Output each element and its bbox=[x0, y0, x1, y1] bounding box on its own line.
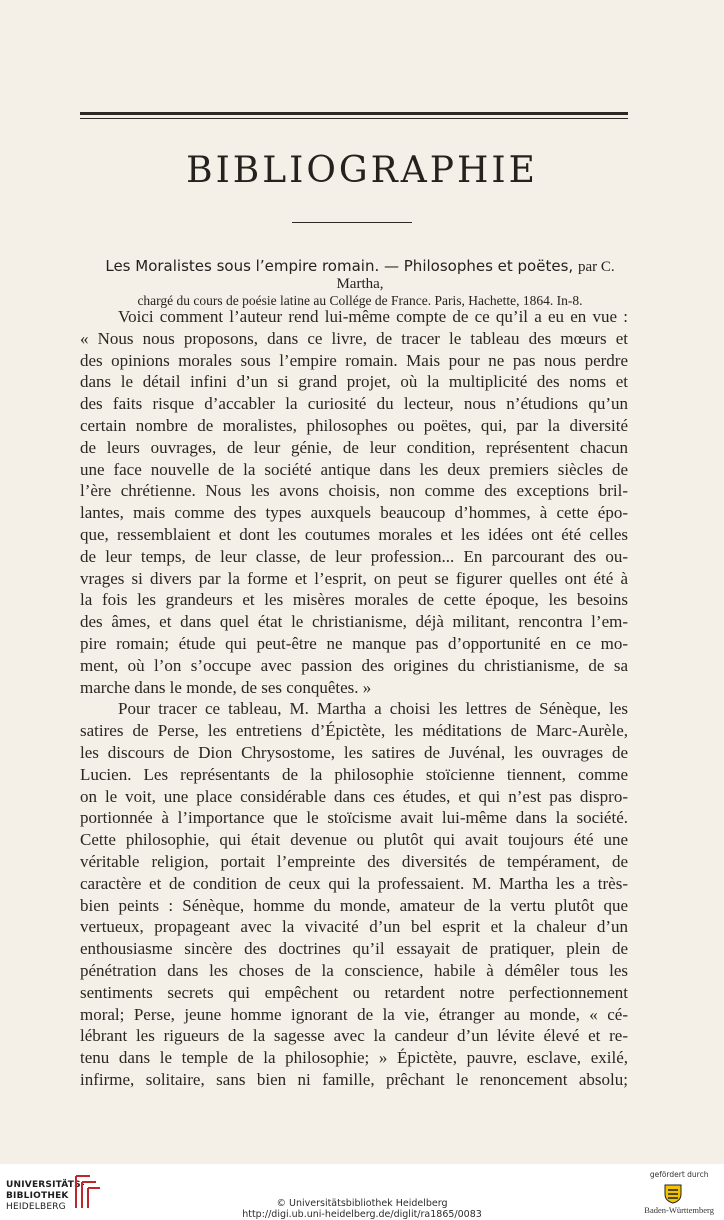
citation-title: Les Moralistes sous l’empire romain. — Philosophes et poëtes, bbox=[105, 257, 574, 275]
body-line: ment, où l’on s’occupe avec passion des origines du christianisme, de sa bbox=[80, 655, 628, 675]
body-line: des faits risque d’accabler la curiosité du lecteur, nous n’étudions qu’un bbox=[80, 394, 628, 414]
body-line: on le voit, une place considérable dans ces études, et qui n’est pas dispro- bbox=[80, 786, 628, 806]
body-line: satires de Perse, les entretiens d’Épictète, les méditations de Marc-Aurèle, bbox=[80, 721, 628, 741]
review-body bbox=[80, 306, 628, 1091]
body-line: Cette philosophie, qui était devenue ou plutôt qui avait toujours été une bbox=[80, 830, 628, 850]
body-line: véritable religion, portait l’empreinte des diversités de tempérament, de bbox=[80, 851, 628, 871]
funded-by-label: gefördert durch bbox=[649, 1170, 709, 1179]
body-line: certain nombre de moralistes, philosophes ou poëtes, qui, par la diversité bbox=[80, 415, 628, 435]
body-line: pire romain; étude qui peut-être ne manque pas d’opportunité en ce mo- bbox=[80, 633, 628, 653]
funder-name: Baden-Württemberg bbox=[644, 1205, 714, 1215]
page-heading: BIBLIOGRAPHIE bbox=[186, 150, 538, 191]
citation-author: par C. Martha, bbox=[336, 259, 615, 292]
body-line: marche dans le monde, de ses conquêtes. » bbox=[80, 677, 372, 697]
heading-divider bbox=[292, 222, 412, 223]
library-name-line2: BIBLIOTHEK bbox=[6, 1191, 69, 1201]
body-line: bien peints : Sénèque, homme du monde, amateur de la vertu plutôt que bbox=[80, 895, 628, 915]
body-line: infirme, solitaire, sans bien ni famille, prêchant le renoncement absolu; bbox=[80, 1069, 628, 1089]
library-name-line3: HEIDELBERG bbox=[6, 1202, 66, 1212]
body-line: tenu dans le temple de la philosophie; » Épictète, pauvre, esclave, exilé, bbox=[80, 1048, 628, 1068]
state-crest-icon bbox=[662, 1182, 684, 1204]
body-line: sentiments secrets qui empêchent ou retardent notre perfectionnement bbox=[80, 982, 628, 1002]
body-line: des âmes, et dans quel état le christianisme, déjà militant, rencontra l’em- bbox=[80, 612, 628, 632]
body-line: portionnée à l’importance que le stoïcisme avait lui-même dans la société. bbox=[80, 808, 628, 828]
citation-details: chargé du cours de poésie latine au Collége de France. Paris, Hachette, 1864. In-8. bbox=[137, 293, 583, 308]
body-line: vrages si divers par la forme et l’esprit, on peut se figurer quelles ont été à bbox=[80, 568, 628, 588]
library-name-line1: UNIVERSITÄTS- bbox=[6, 1180, 85, 1190]
copyright-text: © Universitätsbibliothek Heidelberg bbox=[276, 1198, 448, 1209]
body-line: des opinions morales sous l’empire romain. Mais pour ne pas nous perdre bbox=[80, 350, 628, 370]
body-line: de leur temps, de leur classe, de leur profession... En parcourant des ou- bbox=[80, 546, 628, 566]
body-line: une face nouvelle de la société antique dans les deux premiers siècles de bbox=[80, 459, 628, 479]
body-line: « Nous nous proposons, dans ce livre, de tracer le tableau des mœurs et bbox=[80, 328, 628, 348]
copyright-notice bbox=[0, 1198, 724, 1220]
body-line: la fois les grandeurs et les misères morales de cette époque, les besoins bbox=[80, 590, 628, 610]
body-line: enthousiasme sincère des doctrines qu’il essayait de pratiquer, plein de bbox=[80, 939, 628, 959]
body-line: les discours de Dion Chrysostome, les satires de Juvénal, les ouvrages de bbox=[80, 742, 628, 762]
body-line: dans le détail infini d’un si grand projet, où la multiplicité des noms et bbox=[80, 372, 628, 392]
body-line: de leurs ouvrages, de leur génie, de leur condition, représentent chacun bbox=[80, 437, 628, 457]
body-line: caractère et de condition de ceux qui la professaient. M. Martha les a très- bbox=[80, 873, 628, 893]
body-line: vertueux, propageant avec la vivacité d’un bel esprit et la chaleur d’un bbox=[80, 917, 628, 937]
body-line: pénétration dans les choses de la conscience, habile à démêler tous les bbox=[80, 960, 628, 980]
bibliographic-citation bbox=[80, 258, 640, 309]
body-line: que, ressemblaient et dont les coutumes morales et les idées ont été celles bbox=[80, 524, 628, 544]
body-line: l’ère chrétienne. Nous les avons choisis, non comme des exceptions bril- bbox=[80, 481, 628, 501]
body-line: Lucien. Les représentants de la philosophie stoïcienne tiennent, comme bbox=[80, 764, 628, 784]
body-line: lébrant les rigueurs de la sagesse avec la candeur d’un lévite élevé et re- bbox=[80, 1026, 628, 1046]
body-line: Voici comment l’auteur rend lui-même compte de ce qu’il a eu en vue : bbox=[118, 307, 628, 326]
body-line: moral; Perse, jeune homme ignorant de la vie, étranger au monde, « cé- bbox=[80, 1004, 628, 1024]
body-line: Pour tracer ce tableau, M. Martha a choisi les lettres de Sénèque, les bbox=[118, 699, 628, 719]
permalink-url[interactable]: http://digi.ub.uni-heidelberg.de/diglit/ra1865/0083 bbox=[242, 1209, 482, 1220]
body-line: lantes, mais comme des types auxquels beaucoup d’hommes, à cette épo- bbox=[80, 503, 628, 523]
